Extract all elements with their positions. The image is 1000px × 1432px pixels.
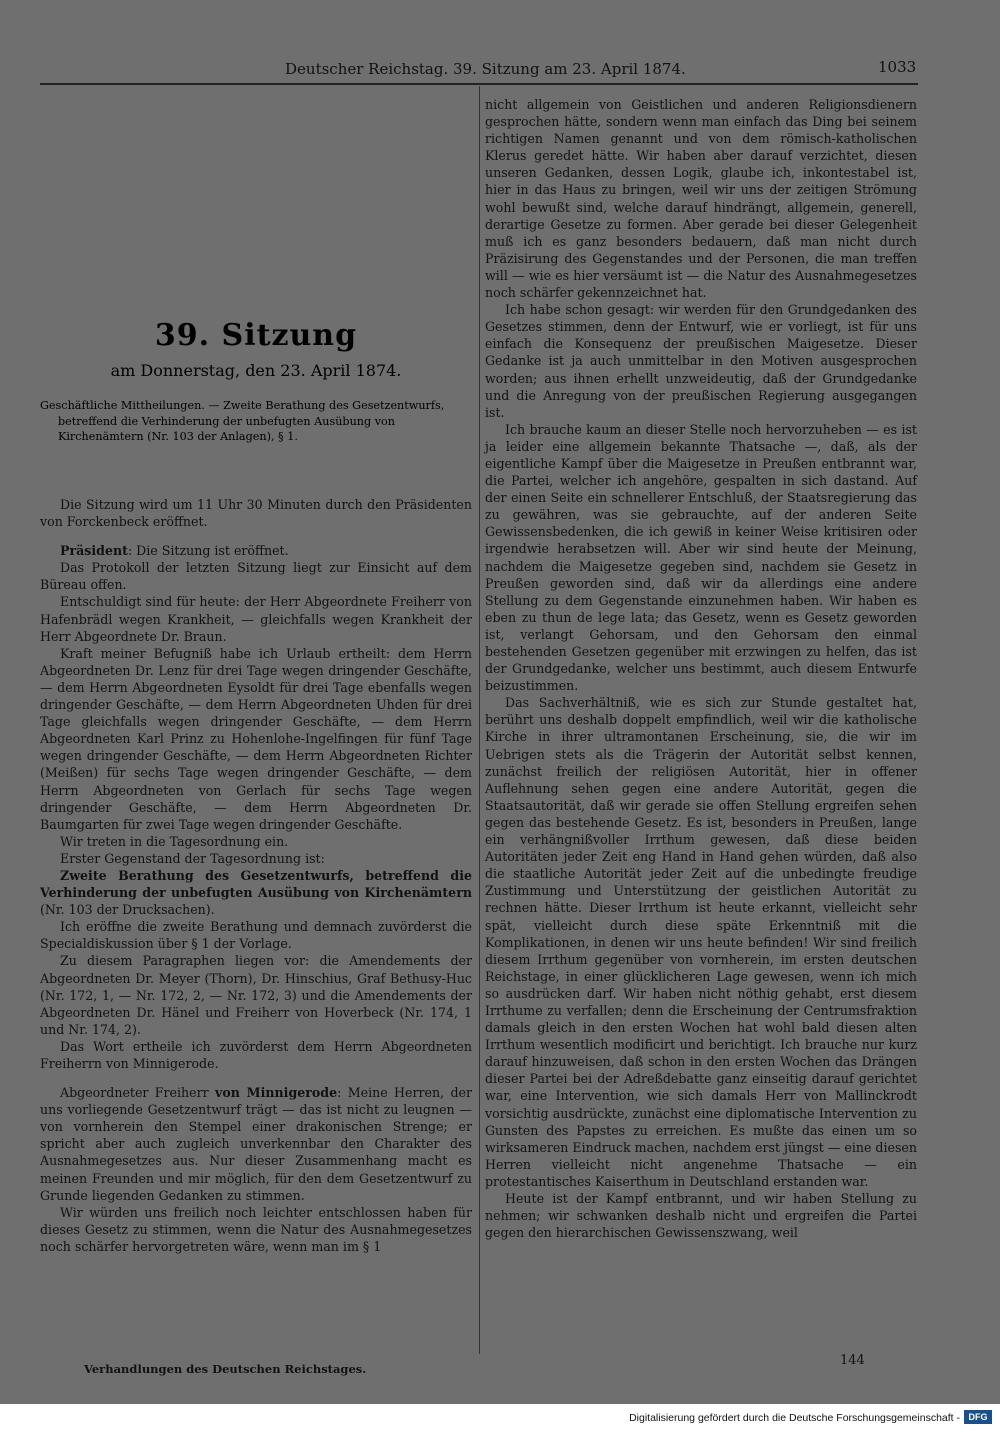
paragraph: Zu diesem Paragraphen liegen vor: die Amendements der Abgeordneten Dr. Meyer (Thorn), Dr. Hinschius, Graf Bethusy-Huc (Nr. 172, 1, — Nr. 172, 2, — Nr. 172, 3) und die Amendements der Abgeordneten Dr. Hänel und Freiherr von Hoverbeck (Nr. 174, 1 und Nr. 174, 2). — [40, 953, 472, 1037]
paragraph: Erster Gegenstand der Tagesordnung ist: — [60, 850, 325, 866]
paragraph: Das Sachverhältniß, wie es sich zur Stunde gestaltet hat, berührt uns deshalb doppelt empfindlich, weil wir die katholische Kirche in ihrer ultramontanen Erscheinung, sie, die wir im Uebrigen stets als die Trägerin der Autorität selbst kennen, zunächst freilich der religiösen Autorität, hier in offener Auflehnung sehen gegen eine andere Autorität, gegen die Staatsautorität, daß wir gerade sie offen Stellung ergreifen sehen gegen das bestehende Gesetz. Es ist, besonders in Preußen, lange ein verhängnißvoller Irrthum gewesen, daß diese beiden Autoritäten jeder Zeit eng Hand in Hand gehen würden, daß also die staatliche Autorität jeder Zeit auf die unbedingte freudige Zustimmung und Unterstützung der geistlichen Autorität zu rechnen hätte. Dieser Irrthum ist heute erkannt, vielleicht sehr spät, vielleicht durch diese späte Erkenntniß mit die Komplikationen, in denen wir uns heute befinden! Wir sind freilich diesem Irrthum gegenüber von vornherein, im ersten deutschen Reichstage, in einer glücklicheren Lage gewesen, wenn ich mich so ausdrücken darf. Wir haben nicht nöthig gehabt, erst diesem Irrthume zu verfallen; denn die Erscheinung der Centrumsfraktion damals gleich in den ersten Wochen hat wohl bald diesen alten Irrthum wesentlich modificirt und berichtigt. Ich brauche nur kurz darauf hinzuweisen, daß schon in den ersten Wochen das Drängen dieser Partei bei der Adreßdebatte ganz einseitig darauf gerichtet war, eine Intervention, wie sich damals Herr von Mallinckrodt vorsichtig ausdrückte, zunächst eine diplomatische Intervention zu Gunsten des Papstes zu erreichen. Es mußte das einen um so wirksameren Eindruck machen, nachdem erst jüngst — eine diesen Herren vielleicht nicht angenehme Thatsache — ein protestantisches Kaiserthum in Deutschland erstanden war. — [485, 695, 917, 1189]
session-summary — [40, 398, 472, 445]
paragraph: Wir würden uns freilich noch leichter entschlossen haben für dieses Gesetz zu stimmen, wenn die Natur des Ausnahmegesetzes noch schärfer hervorgetreten wäre, wenn man im § 1 — [40, 1204, 472, 1254]
agenda-reference: (Nr. 103 der Drucksachen). — [40, 902, 215, 918]
summary-line: Geschäftliche Mittheilungen. — Zweite Berathung des Gesetzentwurfs, — [40, 399, 445, 412]
summary-line: Kirchenämtern (Nr. 103 der Anlagen), § 1. — [58, 430, 298, 443]
session-title: 39. Sitzung — [154, 318, 358, 353]
speaker-name: von Minnigerode — [215, 1085, 338, 1101]
credit-text: Digitalisierung gefördert durch die Deutsche Forschungsgemeinschaft - — [629, 1412, 960, 1424]
speech-paragraph — [40, 1084, 472, 1204]
left-column — [40, 496, 472, 1255]
president-text: : Die Sitzung ist eröffnet. — [127, 543, 289, 559]
running-header: Deutscher Reichstag. 39. Sitzung am 23. April 1874. — [285, 60, 686, 78]
agenda-item — [40, 867, 472, 918]
paragraph: Ich eröffne die zweite Berathung und demnach zuvörderst die Specialdiskussion über § 1 der Vorlage. — [40, 919, 472, 952]
signature-number: 144 — [840, 1353, 865, 1368]
speaker-label: Präsident — [60, 543, 128, 559]
session-date: am Donnerstag, den 23. April 1874. — [110, 361, 402, 380]
page-number: 1033 — [878, 58, 917, 76]
right-column — [485, 96, 917, 1241]
paragraph: Ich brauche kaum an dieser Stelle noch hervorzuheben — es ist ja leider eine allgemein bekannte Thatsache —, daß, als der eigentliche Kampf über die Maigesetze in Preußen entbrannt war, die Partei, welcher ich angehöre, gespalten in sich dastand. Auf der einen Seite ein schnellerer Entschluß, der Staatsregierung das zu gewähren, was sie gebrauchte, auf der anderen Seite Gewissensbedenken, die ich gewiß in keiner Weise kritisiren oder irgendwie herabsetzen will. Aber wir sind heute der Meinung, nachdem die Maigesetze gegeben sind, nachdem sie Gesetz in Preußen geworden sind, daß wir da allerdings eine andere Stellung zu dem Gegenstande einzunehmen haben. Wir haben es eben zu thun de lege lata; das Gesetz, wenn es Gesetz geworden ist, verlangt Gehorsam, und den Gehorsam den einmal bestehenden Gesetzen gegenüber mit erzwingen zu helfen, das ist der Grundgedanke, welcher uns bestimmt, auch diesem Entwurfe beizustimmen. — [485, 421, 917, 694]
paragraph: Heute ist der Kampf entbrannt, und wir haben Stellung zu nehmen; wir schwanken deshalb nicht und ergreifen die Partei gegen den hierarchischen Gewissenszwang, weil — [485, 1191, 917, 1241]
agenda-title: Zweite Berathung des Gesetzentwurfs, betreffend die Verhinderung der unbefugten Ausübung von Kirchenämtern — [40, 867, 472, 901]
opening-paragraph: Die Sitzung wird um 11 Uhr 30 Minuten durch den Präsidenten von Forckenbeck eröffnet. — [40, 497, 472, 530]
header-rule — [40, 83, 918, 85]
credit-bar — [0, 1404, 1000, 1432]
paragraph: Das Wort ertheile ich zuvörderst dem Herrn Abgeordneten Freiherrn von Minnigerode. — [40, 1038, 472, 1071]
president-paragraph — [40, 542, 472, 559]
speech-text: : Meine Herren, der uns vorliegende Gesetzentwurf trägt — das ist nicht zu leugnen — von vornherein den Stempel einer drakonischen Strenge; er spricht aber auch zugleich unverkennbar den Charakter des Ausnahmegesetzes aus. Nur dieser Zusammenhang macht es meinen Freunden und mir möglich, für den dem Gesetzentwurf zu Grunde liegenden Gedanken zu stimmen. — [40, 1085, 472, 1203]
paragraph: Ich habe schon gesagt: wir werden für den Grundgedanken des Gesetzes stimmen, denn der Entwurf, wie er vorliegt, ist für uns einfach die Konsequenz der preußischen Maigesetze. Dieser Gedanke ist ja auch unmittelbar in den Motiven ausgesprochen worden; aus ihnen erhellt unzweideutig, daß der Grundgedanke und die Anregung von der preußischen Regierung ausgegangen ist. — [485, 302, 917, 420]
paragraph: Das Protokoll der letzten Sitzung liegt zur Einsicht auf dem Büreau offen. — [40, 560, 472, 593]
summary-line: betreffend die Verhinderung der unbefugten Ausübung von — [58, 414, 395, 428]
paragraph: nicht allgemein von Geistlichen und anderen Religionsdienern gesprochen hätte, sondern wenn man einfach das Ding bei seinem richtigen Namen genannt und von dem römisch-katholischen Klerus geredet hätte. Wir haben aber darauf verzichtet, diesen unseren Gedanken, dessen Logik, glaube ich, inkontestabel ist, hier in das Haus zu bringen, weil wir uns der zeitigen Strömung wohl bewußt sind, welche darauf hindrängt, allgemein, generell, derartige Gesetze zu formen. Aber gerade bei dieser Gelegenheit muß ich es ganz besonders bedauern, daß man nicht durch Präzisirung des Gegenstandes und der Personen, die man treffen will — wie es hier versäumt ist — die Natur des Ausnahmegesetzes noch schärfer gekennzeichnet hat. — [485, 97, 917, 301]
dfg-logo[interactable]: DFG — [964, 1410, 992, 1424]
speaker-prefix: Abgeordneter Freiherr — [60, 1085, 216, 1101]
paragraph: Wir treten in die Tagesordnung ein. — [60, 833, 289, 849]
footer-publication: Verhandlungen des Deutschen Reichstages. — [84, 1362, 367, 1376]
paragraph: Kraft meiner Befugniß habe ich Urlaub ertheilt: dem Herrn Abgeordneten Dr. Lenz für drei Tage wegen dringender Geschäfte, — dem Herrn Abgeordneten Eysoldt für drei Tage ebenfalls wegen dringender Geschäfte, — dem Herrn Abgeordneten Uhden für drei Tage gleichfalls wegen dringender Geschäfte, — dem Herrn Abgeordneten Karl Prinz zu Hohenlohe-Ingelfingen für fünf Tage wegen dringender Geschäfte, — dem Herrn Abgeordneten Richter (Meißen) für sechs Tage wegen dringender Geschäfte, — dem Herrn Abgeordneten von Gerlach für sechs Tage wegen dringender Geschäfte, — dem Herrn Abgeordneten Dr. Baumgarten für zwei Tage wegen dringender Geschäfte. — [40, 645, 472, 832]
column-divider — [479, 86, 480, 1354]
paragraph: Entschuldigt sind für heute: der Herr Abgeordnete Freiherr von Hafenbrädl wegen Krankheit, — gleichfalls wegen Krankheit der Herr Abgeordnete Dr. Braun. — [40, 594, 472, 644]
session-heading — [40, 318, 472, 465]
